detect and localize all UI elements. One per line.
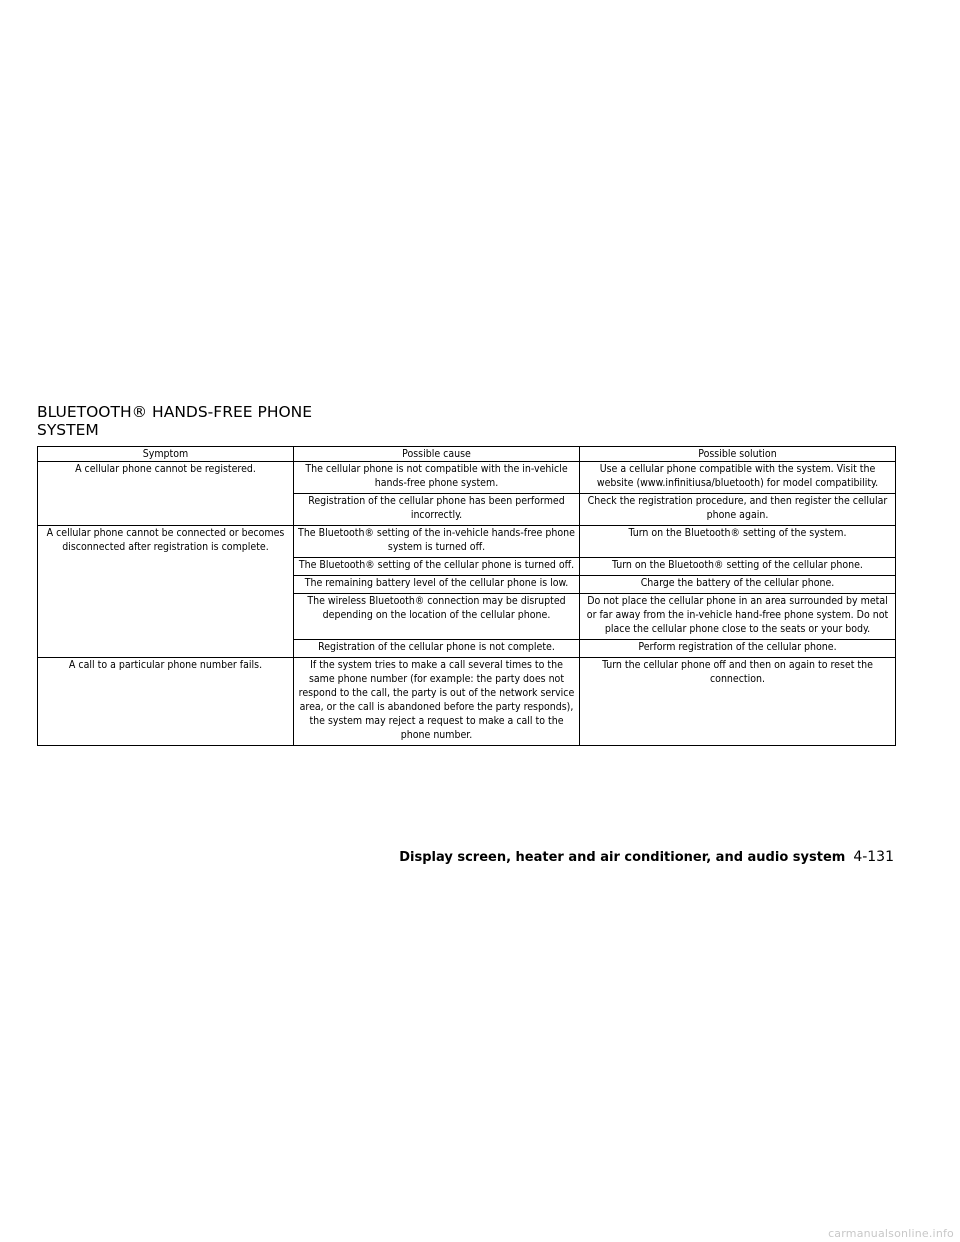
solution-cell: Do not place the cellular phone in an area surrounded by metal or far away from the in-vehicle hand-free phone system. Do not place the cellular phone close to the seats or your body. [580,594,896,640]
section-title-line1: BLUETOOTH® HANDS-FREE PHONE [37,403,313,421]
cause-cell: If the system tries to make a call several times to the same phone number (for example: the party does not respond to the call, the party is out of the network service area, or the call is abandoned before the party responds), the system may reject a request to make a call to the phone number. [294,658,580,746]
solution-cell: Turn on the Bluetooth® setting of the system. [580,526,896,558]
cause-cell: Registration of the cellular phone has been performed incorrectly. [294,494,580,526]
solution-cell: Use a cellular phone compatible with the system. Visit the website (www.infinitiusa/bluetooth) for model compatibility. [580,462,896,494]
page-footer [399,849,894,865]
header-symptom: Symptom [38,447,294,462]
solution-cell: Turn the cellular phone off and then on again to reset the connection. [580,658,896,746]
page-number: 4-131 [853,849,894,865]
solution-cell: Check the registration procedure, and then register the cellular phone again. [580,494,896,526]
table-row [38,462,896,494]
table-row [38,658,896,746]
cause-cell: The Bluetooth® setting of the in-vehicle hands-free phone system is turned off. [294,526,580,558]
footer-chapter-title: Display screen, heater and air conditioner, and audio system [399,850,846,865]
section-title [37,403,377,439]
symptom-cell: A cellular phone cannot be registered. [38,462,294,526]
solution-cell: Perform registration of the cellular phone. [580,640,896,658]
cause-cell: The wireless Bluetooth® connection may be disrupted depending on the location of the cellular phone. [294,594,580,640]
table-header-row [38,447,896,462]
symptom-cell: A call to a particular phone number fails. [38,658,294,746]
header-possible-cause: Possible cause [294,447,580,462]
cause-cell: Registration of the cellular phone is not complete. [294,640,580,658]
cause-cell: The Bluetooth® setting of the cellular phone is turned off. [294,558,580,576]
table-row [38,526,896,558]
solution-cell: Turn on the Bluetooth® setting of the cellular phone. [580,558,896,576]
section-title-line2: SYSTEM [37,421,99,439]
header-possible-solution: Possible solution [580,447,896,462]
symptom-cell: A cellular phone cannot be connected or becomes disconnected after registration is complete. [38,526,294,658]
cause-cell: The cellular phone is not compatible with the in-vehicle hands-free phone system. [294,462,580,494]
troubleshooting-table [37,446,896,746]
cause-cell: The remaining battery level of the cellular phone is low. [294,576,580,594]
solution-cell: Charge the battery of the cellular phone. [580,576,896,594]
watermark: carmanualsonline.info [828,1227,954,1240]
